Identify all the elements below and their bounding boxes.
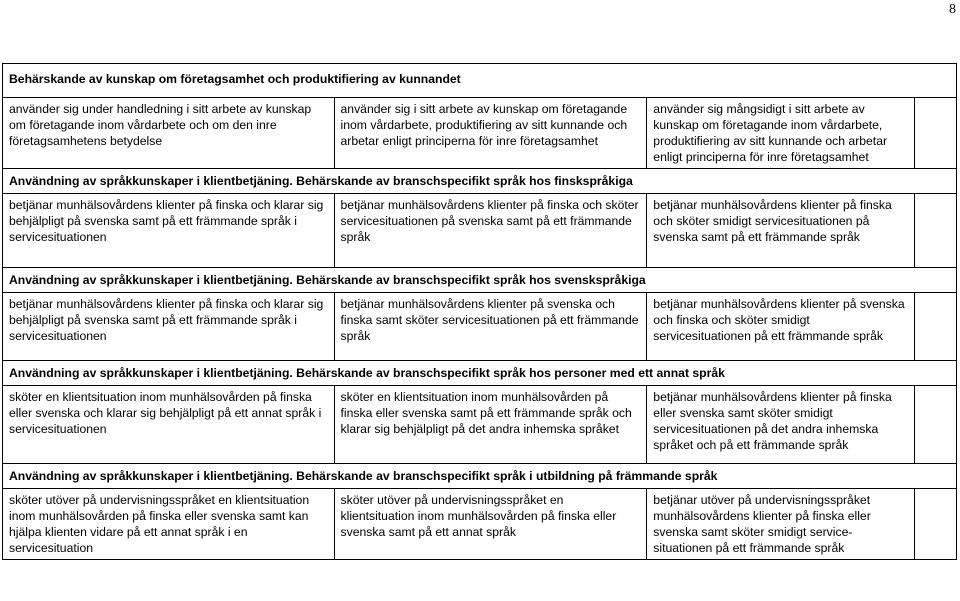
criteria-cell-level-2: sköter en klientsituation inom munhälsovården på finska eller svenska samt på ett främmande språk och klarar sig behjälpligt på det andra inhemska språket	[334, 386, 647, 464]
criteria-cell-level-1: använder sig under handledning i sitt arbete av kunskap om företagande inom vårdarbete och om den inre företagsamhetens betydelse	[3, 98, 335, 169]
section-heading-row	[3, 169, 957, 194]
section-heading-row	[3, 64, 957, 98]
criteria-cell-level-2: sköter utöver på undervisningsspråket en klientsituation inom munhälsovården på finska eller svenska samt på ett annat språk	[334, 489, 647, 560]
criteria-row	[3, 194, 957, 268]
criteria-cell-level-1: sköter en klientsituation inom munhälsovården på finska eller svenska och klarar sig behjälpligt på ett annat språk i servicesituationen	[3, 386, 335, 464]
criteria-cell-level-1: betjänar munhälsovårdens klienter på finska och klarar sig behjälpligt på svenska samt på ett främmande språk i servicesituationen	[3, 194, 335, 268]
criteria-cell-level-3: betjänar utöver på undervisningsspråket munhälsovårdens klienter på finska eller svenska samt sköter smidigt service-situationen på ett främmande språk	[647, 489, 915, 560]
section-heading: Behärskande av kunskap om företagsamhet och produktifiering av kunnandet	[3, 64, 957, 98]
criteria-cell-level-3: använder sig mångsidigt i sitt arbete av kunskap om företagande inom vårdarbete, produktifiering av sitt kunnande och arbetar enligt principerna för inre företagsamhet	[647, 98, 915, 169]
criteria-cell-level-1: sköter utöver på undervisningsspråket en klientsituation inom munhälsovården på finska eller svenska samt kan hjälpa klienten vidare på ett annat språk i en servicesituation	[3, 489, 335, 560]
section-heading: Användning av språkkunskaper i klientbetjäning. Behärskande av branschspecifikt språk hos svenskspråkiga	[3, 268, 957, 293]
criteria-cell-level-3: betjänar munhälsovårdens klienter på svenska och finska och sköter smidigt servicesituationen på ett främmande språk	[647, 293, 915, 361]
criteria-row	[3, 98, 957, 169]
criteria-cell-level-2: betjänar munhälsovårdens klienter på finska och sköter servicesituationen på svenska samt på ett främmande språk	[334, 194, 647, 268]
empty-cell	[915, 293, 957, 361]
assessment-table	[2, 63, 957, 560]
criteria-row	[3, 293, 957, 361]
empty-cell	[915, 98, 957, 169]
criteria-cell-level-2: betjänar munhälsovårdens klienter på svenska och finska samt sköter servicesituationen på ett främmande språk	[334, 293, 647, 361]
section-heading-row	[3, 268, 957, 293]
section-heading: Användning av språkkunskaper i klientbetjäning. Behärskande av branschspecifikt språk hos finskspråkiga	[3, 169, 957, 194]
empty-cell	[915, 386, 957, 464]
empty-cell	[915, 489, 957, 560]
empty-cell	[915, 194, 957, 268]
page-number: 8	[949, 2, 956, 17]
criteria-cell-level-1: betjänar munhälsovårdens klienter på finska och klarar sig behjälpligt på svenska samt på ett främmande språk i servicesituationen	[3, 293, 335, 361]
criteria-row	[3, 489, 957, 560]
section-heading: Användning av språkkunskaper i klientbetjäning. Behärskande av branschspecifikt språk i utbildning på främmande språk	[3, 464, 957, 489]
section-heading: Användning av språkkunskaper i klientbetjäning. Behärskande av branschspecifikt språk hos personer med ett annat språk	[3, 361, 957, 386]
criteria-cell-level-3: betjänar munhälsovårdens klienter på finska och sköter smidigt servicesituationen på svenska samt på ett främmande språk	[647, 194, 915, 268]
section-heading-row	[3, 464, 957, 489]
criteria-cell-level-2: använder sig i sitt arbete av kunskap om företagande inom vårdarbete, produktifiering av sitt kunnande och arbetar enligt principerna för inre företagsamhet	[334, 98, 647, 169]
criteria-cell-level-3: betjänar munhälsovårdens klienter på finska eller svenska samt sköter smidigt servicesituationen på det andra inhemska språket och på ett främmande språk	[647, 386, 915, 464]
section-heading-row	[3, 361, 957, 386]
criteria-row	[3, 386, 957, 464]
